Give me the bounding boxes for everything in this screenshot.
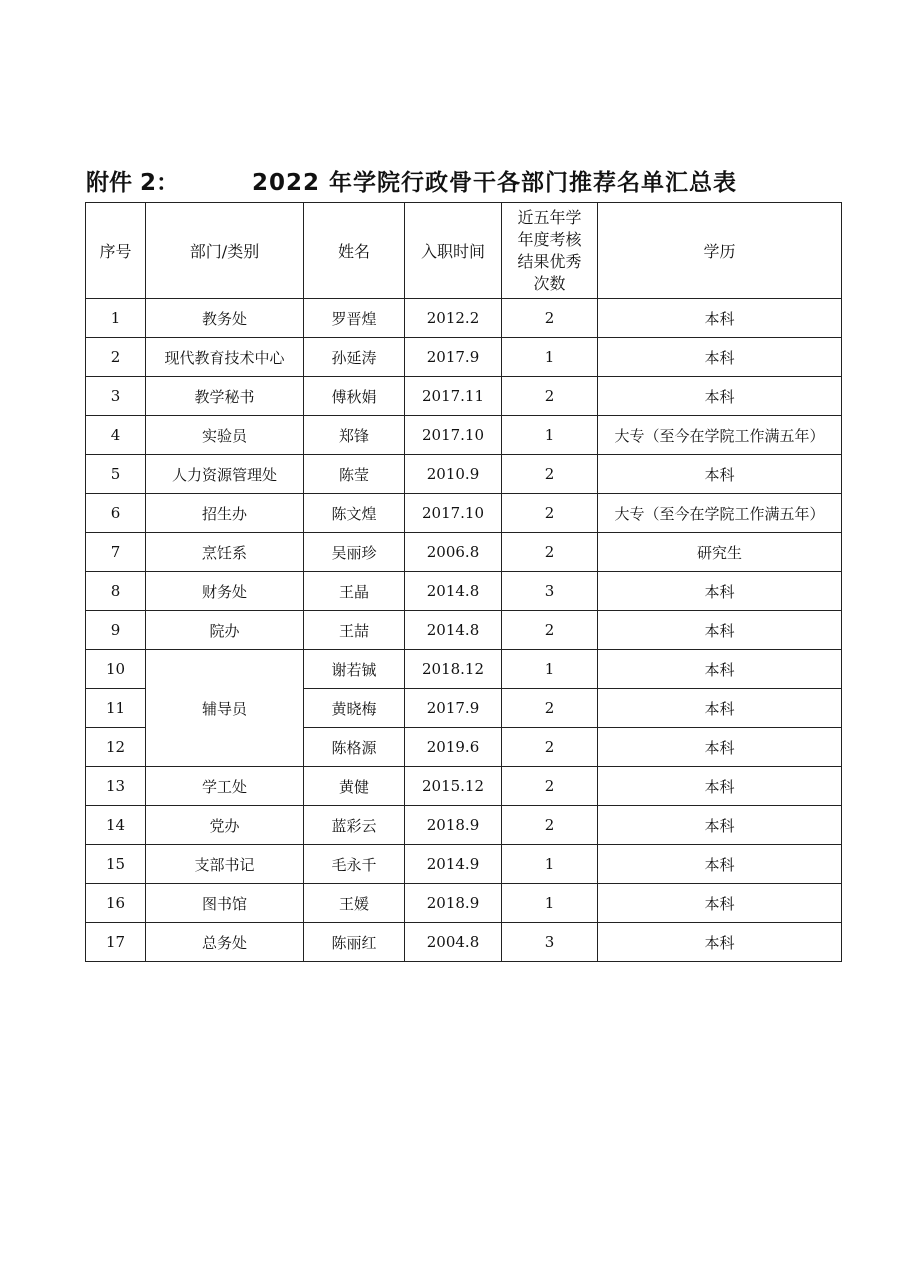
cell-excellent-count: 1 [502,845,598,884]
cell-education: 本科 [598,338,842,377]
table-row [86,767,842,806]
table-row [86,572,842,611]
cell-no: 2 [86,338,146,377]
cell-name: 孙延涛 [304,338,405,377]
cell-dept: 院办 [146,611,304,650]
table-row [86,611,842,650]
cell-education: 本科 [598,845,842,884]
cell-date: 2017.9 [405,689,502,728]
cell-no: 4 [86,416,146,455]
cell-excellent-count: 2 [502,611,598,650]
table-row [86,650,842,689]
cell-date: 2017.10 [405,494,502,533]
table-row [86,923,842,962]
table-row [86,377,842,416]
cell-no: 3 [86,377,146,416]
cell-dept: 教学秘书 [146,377,304,416]
cell-education: 本科 [598,572,842,611]
cell-date: 2017.10 [405,416,502,455]
cell-no: 9 [86,611,146,650]
header-name: 姓名 [304,203,405,299]
cell-name: 吴丽珍 [304,533,405,572]
cell-date: 2017.11 [405,377,502,416]
cell-no: 10 [86,650,146,689]
cell-name: 陈格源 [304,728,405,767]
cell-education: 本科 [598,923,842,962]
header-date: 入职时间 [405,203,502,299]
cell-excellent-count: 1 [502,338,598,377]
cell-no: 15 [86,845,146,884]
cell-education: 本科 [598,650,842,689]
cell-no: 13 [86,767,146,806]
cell-date: 2019.6 [405,728,502,767]
cell-dept: 财务处 [146,572,304,611]
cell-date: 2006.8 [405,533,502,572]
table-row [86,338,842,377]
cell-dept: 图书馆 [146,884,304,923]
cell-dept: 教务处 [146,299,304,338]
cell-name: 罗晋煌 [304,299,405,338]
cell-education: 本科 [598,377,842,416]
cell-dept: 学工处 [146,767,304,806]
cell-education: 本科 [598,299,842,338]
cell-education: 大专（至今在学院工作满五年） [598,494,842,533]
cell-dept: 总务处 [146,923,304,962]
table-row [86,299,842,338]
cell-excellent-count: 1 [502,884,598,923]
header-excellent-count: 近五年学年度考核结果优秀次数 [502,203,598,299]
cell-name: 王晶 [304,572,405,611]
cell-excellent-count: 2 [502,455,598,494]
cell-excellent-count: 3 [502,923,598,962]
cell-no: 7 [86,533,146,572]
cell-excellent-count: 2 [502,494,598,533]
cell-no: 12 [86,728,146,767]
cell-no: 8 [86,572,146,611]
table-body [86,299,842,962]
header-dept: 部门/类别 [146,203,304,299]
cell-date: 2004.8 [405,923,502,962]
cell-name: 陈莹 [304,455,405,494]
cell-date: 2014.8 [405,572,502,611]
cell-education: 本科 [598,767,842,806]
cell-excellent-count: 2 [502,689,598,728]
cell-dept: 人力资源管理处 [146,455,304,494]
table-row [86,533,842,572]
cell-dept: 实验员 [146,416,304,455]
cell-name: 毛永千 [304,845,405,884]
cell-name: 黄健 [304,767,405,806]
cell-education: 本科 [598,455,842,494]
cell-education: 本科 [598,611,842,650]
cell-excellent-count: 2 [502,806,598,845]
header-no: 序号 [86,203,146,299]
cell-education: 大专（至今在学院工作满五年） [598,416,842,455]
cell-excellent-count: 2 [502,299,598,338]
cell-no: 16 [86,884,146,923]
cell-date: 2012.2 [405,299,502,338]
cell-date: 2018.12 [405,650,502,689]
cell-dept: 烹饪系 [146,533,304,572]
cell-name: 谢若铖 [304,650,405,689]
cell-no: 5 [86,455,146,494]
cell-dept: 招生办 [146,494,304,533]
cell-education: 本科 [598,689,842,728]
cell-education: 本科 [598,806,842,845]
cell-education: 研究生 [598,533,842,572]
cell-date: 2018.9 [405,806,502,845]
cell-no: 6 [86,494,146,533]
table-header [86,203,842,299]
cell-excellent-count: 1 [502,416,598,455]
cell-date: 2015.12 [405,767,502,806]
cell-name: 陈文煌 [304,494,405,533]
cell-dept: 支部书记 [146,845,304,884]
cell-name: 黄晓梅 [304,689,405,728]
cell-date: 2017.9 [405,338,502,377]
cell-education: 本科 [598,884,842,923]
cell-name: 王媛 [304,884,405,923]
cell-dept: 辅导员 [146,650,304,767]
cell-excellent-count: 2 [502,377,598,416]
cell-name: 傅秋娟 [304,377,405,416]
cell-excellent-count: 2 [502,767,598,806]
cell-no: 1 [86,299,146,338]
cell-name: 王喆 [304,611,405,650]
cell-date: 2014.9 [405,845,502,884]
cell-name: 郑锋 [304,416,405,455]
table-row [86,806,842,845]
cell-name: 蓝彩云 [304,806,405,845]
cell-date: 2014.8 [405,611,502,650]
cell-date: 2018.9 [405,884,502,923]
cell-excellent-count: 2 [502,728,598,767]
cell-excellent-count: 2 [502,533,598,572]
cell-dept: 党办 [146,806,304,845]
cell-education: 本科 [598,728,842,767]
cell-no: 14 [86,806,146,845]
summary-table [85,202,842,962]
attachment-label: 附件 2： [86,170,180,196]
cell-dept: 现代教育技术中心 [146,338,304,377]
cell-name: 陈丽红 [304,923,405,962]
table-row [86,494,842,533]
header-education: 学历 [598,203,842,299]
cell-excellent-count: 1 [502,650,598,689]
table-row [86,845,842,884]
page-title: 2022 年学院行政骨干各部门推荐名单汇总表 [252,170,738,196]
header-row [86,203,842,299]
table-row [86,455,842,494]
cell-date: 2010.9 [405,455,502,494]
cell-no: 17 [86,923,146,962]
cell-no: 11 [86,689,146,728]
table-row [86,884,842,923]
document-title [86,160,846,200]
table-row [86,416,842,455]
cell-excellent-count: 3 [502,572,598,611]
